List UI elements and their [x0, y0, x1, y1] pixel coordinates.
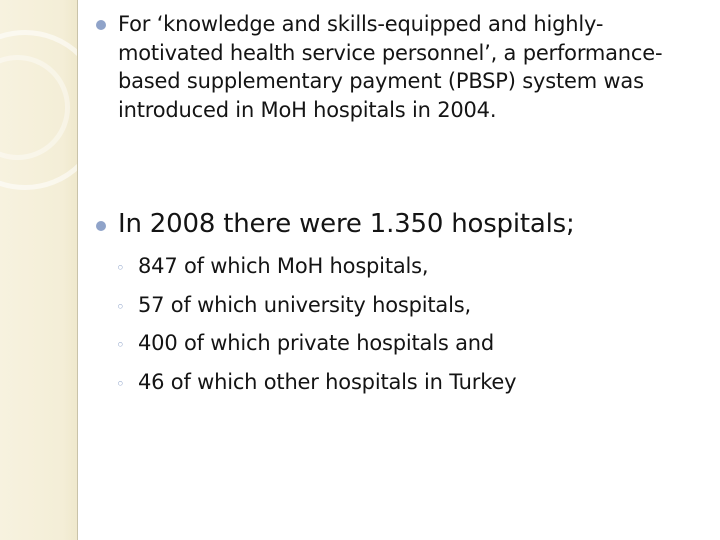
bullet-dot-icon	[96, 20, 106, 30]
list-item	[116, 293, 676, 332]
list-item-text: 400 of which private hospitals and	[138, 331, 494, 355]
bullet-text: For ‘knowledge and skills-equipped and highly-motivated health service personnel’, a performance-based supplementary payment (PBSP) system was introduced in MoH hospitals in 2004.	[118, 12, 663, 122]
list-item	[116, 254, 676, 293]
bullet-pbsp	[96, 10, 696, 124]
band-divider	[77, 0, 78, 540]
bullet-dot-icon	[96, 221, 106, 231]
bullet-text: In 2008 there were 1.350 hospitals;	[118, 209, 575, 239]
hospital-breakdown-list	[116, 254, 676, 408]
circle-bullet-icon: ◦	[116, 259, 125, 277]
list-item	[116, 331, 676, 370]
circle-bullet-icon: ◦	[116, 336, 125, 354]
list-item-text: 46 of which other hospitals in Turkey	[138, 369, 517, 394]
bullet-hospitals	[96, 207, 696, 241]
circle-bullet-icon: ◦	[116, 374, 125, 393]
list-item-text: 57 of which university hospitals,	[138, 292, 471, 317]
list-item	[116, 370, 676, 409]
list-item-text: 847 of which MoH hospitals,	[138, 254, 429, 278]
circle-bullet-icon: ◦	[116, 297, 125, 316]
decorative-side-band	[0, 0, 78, 540]
